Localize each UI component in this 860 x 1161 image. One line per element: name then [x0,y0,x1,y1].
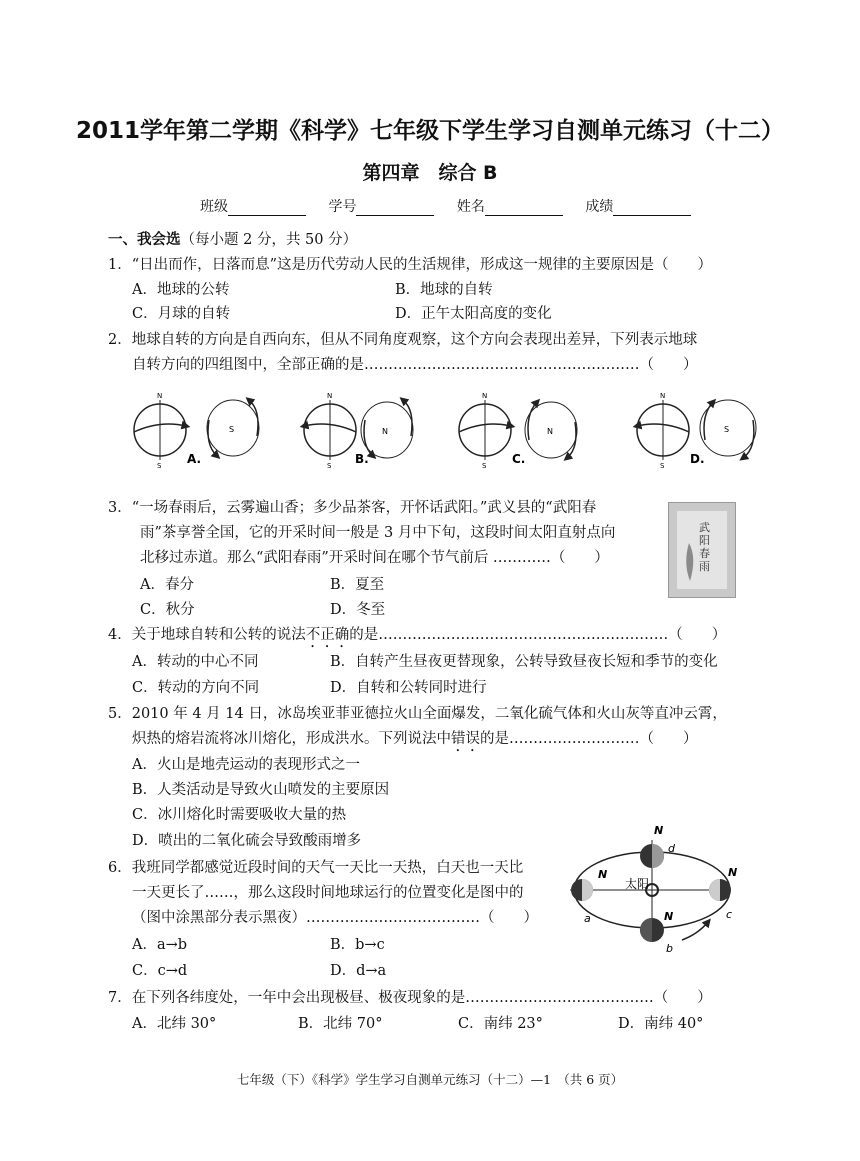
q2-stem-line1: 2．地球自转的方向是自西向东，但从不同角度观察，这个方向会表现出差异，下列表示地球 [108,332,698,348]
q4-option-b[interactable]: B．自转产生昼夜更替现象，公转导致昼夜长短和季节的变化 [330,654,718,670]
d-south-label: S [660,462,665,470]
q2-rotation-figures [125,390,765,472]
position-c-label: c [726,908,733,921]
position-b-label: b [666,942,673,955]
q4-option-d[interactable]: D．自转和公转同时进行 [330,680,487,696]
c-center-label: N [547,427,553,436]
page-subtitle: 第四章 综合 B [362,162,498,184]
q5-option-c[interactable]: C．冰川熔化时需要吸收大量的热 [132,807,347,823]
score-label: 成绩 [585,199,614,215]
q7-option-b[interactable]: B．北纬 70° [298,1016,383,1032]
page-title: 2011学年第二学期《科学》七年级下学生学习自测单元练习（十二） [75,118,784,144]
svg-text:N: N [598,868,608,881]
q7-option-c[interactable]: C．南纬 23° [458,1016,543,1032]
d-north-label: N [660,392,666,400]
q5-emphasis: 错误 [451,731,480,747]
name-label: 姓名 [456,199,485,215]
figure-b [304,392,413,470]
svg-text:N: N [664,910,674,923]
svg-text:N: N [654,824,664,837]
q6-option-b[interactable]: B．b→c [330,937,385,953]
student-info-row [200,196,709,216]
name-field[interactable] [485,201,563,216]
figure-c-label: C. [512,452,526,466]
q4-option-a[interactable]: A．转动的中心不同 [132,654,259,670]
score-field[interactable] [613,201,691,216]
q5-option-a[interactable]: A．火山是地壳运动的表现形式之一 [132,757,360,773]
q1-option-c[interactable]: C．月球的自转 [132,306,231,322]
q5-option-d[interactable]: D．喷出的二氧化硫会导致酸雨增多 [132,833,362,849]
class-field[interactable] [228,201,306,216]
number-field[interactable] [356,201,434,216]
a-south-label: S [157,462,162,470]
q6-option-a[interactable]: A．a→b [132,937,188,953]
d-center-label: S [724,425,730,434]
q4-emphasis: 不正确 [305,627,350,643]
q1-stem: 1．“日出而作，日落而息”这是历代劳动人民的生活规律，形成这一规律的主要原因是（ ） [108,257,713,273]
q6-option-c[interactable]: C．c→d [132,963,188,979]
c-south-label: S [482,462,487,470]
figure-b-label: B. [355,452,369,466]
q1-option-d[interactable]: D．正午太阳高度的变化 [395,306,552,322]
section-note: （每小题 2 分，共 50 分） [180,232,358,248]
c-north-label: N [482,392,488,400]
q4-option-c[interactable]: C．转动的方向不同 [132,680,260,696]
q6-option-d[interactable]: D．d→a [330,963,387,979]
q2-stem-line2: 自转方向的四组图中，全部正确的是…………………………………………………（ ） [132,357,698,373]
page-footer: 七年级（下）《科学》学生学习自测单元练习（十二）—1 （共 6 页） [236,1072,624,1087]
q3-option-c[interactable]: C．秋分 [140,602,195,618]
q3-stem-line2: 雨”茶享誉全国，它的开采时间一般是 3 月中下旬，这段时间太阳直射点向 [140,525,616,541]
q6-stem-line3: （图中涂黑部分表示黑夜）………………………………（ ） [132,910,538,926]
position-a-label: a [584,912,591,925]
figure-d [637,392,756,470]
class-label: 班级 [200,199,228,215]
figure-a-label: A. [187,452,202,466]
section-heading [108,228,357,252]
number-label: 学号 [328,199,357,215]
b-center-label: N [382,427,388,436]
q4-stem: 4．关于地球自转和公转的说法不正确的是……………………………………………………（ ） [108,627,727,643]
q3-option-a[interactable]: A．春分 [140,577,194,593]
a-north-label: N [157,392,163,400]
q5-option-b[interactable]: B．人类活动是导致火山喷发的主要原因 [132,782,390,798]
q6-orbit-figure [570,822,750,962]
tea-package-label: 武阳春雨 [699,521,710,573]
b-north-label: N [327,392,333,400]
q6-stem-line1: 6．我班同学都感觉近段时间的天气一天比一天热，白天也一天比 [108,860,524,876]
q5-stem-line1: 5．2010 年 4 月 14 日，冰岛埃亚菲亚德拉火山全面爆发，二氧化硫气体和火山灰等直冲云霄， [108,706,727,722]
sun-label: 太阳 [625,877,650,891]
leaf-icon [679,533,701,583]
q7-option-d[interactable]: D．南纬 40° [618,1016,704,1032]
figure-c [459,392,577,470]
figure-d-label: D. [690,452,705,466]
q3-stem-line1: 3．“一场春雨后，云雾遍山香；多少品茶客，开怀话武阳。”武义县的“武阳春 [108,500,597,516]
q3-stem-line3: 北移过赤道。那么“武阳春雨”开采时间在哪个节气前后 …………（ ） [140,550,609,566]
b-south-label: S [327,462,332,470]
q1-option-b[interactable]: B．地球的自转 [395,282,493,298]
q1-option-a[interactable]: A．地球的公转 [132,282,230,298]
q3-option-b[interactable]: B．夏至 [330,577,385,593]
section-title: 一、我会选 [108,232,181,248]
tea-package-image [668,502,736,598]
figure-a [134,392,259,470]
a-center-label: S [229,425,235,434]
position-d-label: d [668,842,675,855]
svg-text:N: N [728,866,738,879]
q3-option-d[interactable]: D．冬至 [330,602,386,618]
q7-option-a[interactable]: A．北纬 30° [132,1016,217,1032]
q7-stem: 7．在下列各纬度处，一年中会出现极昼、极夜现象的是…………………………………（ ） [108,990,712,1006]
q6-stem-line2: 一天更长了……，那么这段时间地球运行的位置变化是图中的 [132,885,524,901]
q5-stem-line2: 炽热的熔岩流将冰川熔化，形成洪水。下列说法中错误的是………………………（ ） [132,731,698,747]
